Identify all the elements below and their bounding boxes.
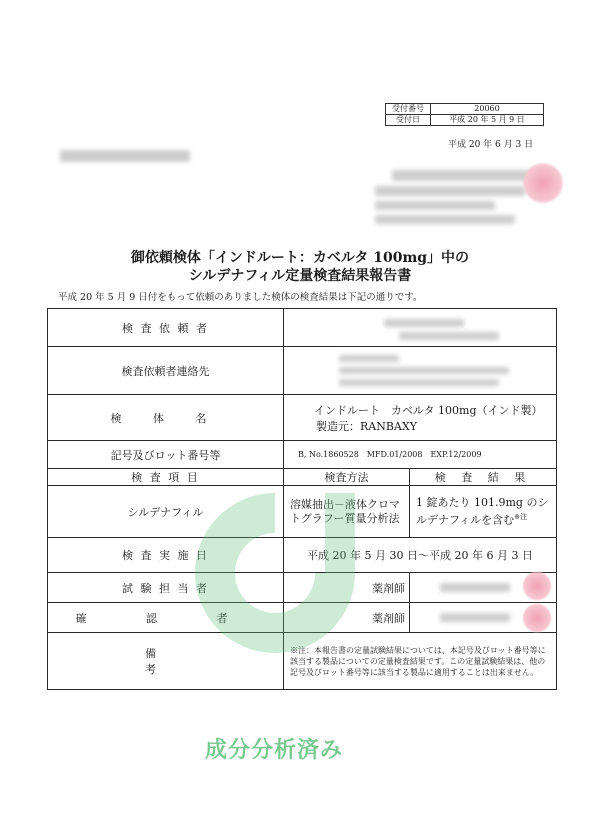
- table-row: [48, 538, 557, 573]
- date-label: 検 査 実 施 日: [48, 538, 284, 573]
- report-title-line1: 御依頼検体「インドルート：カベルタ 100mg」中の: [130, 250, 470, 266]
- redacted-addressee: [60, 150, 190, 162]
- redacted-issuer-3: [375, 201, 495, 210]
- header-method: 検査方法: [284, 469, 410, 486]
- watermark-text: 成分分析済み: [205, 738, 344, 763]
- header-result: 検 査 結 果: [410, 469, 557, 486]
- table-row: [48, 441, 557, 469]
- item-value: シルデナフィル: [48, 486, 284, 538]
- table-row: [48, 486, 557, 538]
- remarks-value: ※注：本報告書の定量試験結果については、本記号及びロット番号等に該当する製品についての定量検査結果です。この定量試験結果は、他の記号及びロット番号等に該当する製品に適用することは出来ません。: [284, 633, 557, 690]
- sample-name: インドルート カベルタ 100mg（インド製）: [314, 403, 543, 417]
- redacted-issuer-4: [375, 215, 515, 224]
- table-row: [48, 309, 557, 347]
- date-value: 平成 20 年 5 月 30 日～平成 20 年 6 月 3 日: [284, 538, 557, 573]
- report-intro: 平成 20 年 5 月 9 日付をもって依頼のありました検体の検査結果は下記の通りです。: [58, 292, 423, 303]
- contact-value: [284, 347, 557, 395]
- report-title-line2: シルデナフィル定量検査結果報告書: [188, 268, 412, 284]
- table-row: [48, 573, 557, 603]
- report-date: 平成 20 年 6 月 3 日: [448, 140, 534, 150]
- company-seal: [522, 162, 564, 204]
- result-value: 1 錠あたり 101.9mg のシルデナフィルを含む: [416, 495, 549, 527]
- requester-label: 検 査 依 頼 者: [48, 309, 284, 347]
- method-value: 溶媒抽出－液体クロマトグラフー質量分析法: [284, 486, 410, 538]
- checker-label: 確 認 者: [48, 603, 284, 633]
- header-item: 検 査 項 目: [48, 469, 284, 486]
- receipt-number-label: 受付番号: [386, 104, 431, 115]
- table-row: [48, 469, 557, 486]
- report-table: [47, 308, 557, 690]
- requester-value: [284, 309, 557, 347]
- result-note-mark: ※注: [514, 512, 527, 521]
- receipt-date-label: 受付日: [386, 115, 431, 126]
- contact-label: 検査依頼者連絡先: [48, 347, 284, 395]
- table-row: [48, 347, 557, 395]
- checker-value: 薬剤師: [284, 603, 410, 633]
- checker-signature: [410, 603, 557, 633]
- remarks-label: 備 考: [48, 633, 284, 690]
- receipt-box: [385, 103, 544, 126]
- table-row: [48, 603, 557, 633]
- tester-label: 試 験 担 当 者: [48, 573, 284, 603]
- receipt-number-value: 20060: [431, 104, 544, 115]
- receipt-date-value: 平成 20 年 5 月 9 日: [431, 115, 544, 126]
- lot-label: 記号及びロット番号等: [48, 441, 284, 469]
- tester-signature: [410, 573, 557, 603]
- redacted-issuer-1: [392, 170, 542, 181]
- table-row: [48, 395, 557, 441]
- sample-value: [284, 395, 557, 441]
- table-row: [48, 633, 557, 690]
- sample-label: 検 体 名: [48, 395, 284, 441]
- lot-value: B, No.1860528 MFD.01/2008 EXP.12/2009: [284, 441, 557, 469]
- tester-value: 薬剤師: [284, 573, 410, 603]
- sample-manufacturer: 製造元：RANBAXY: [316, 419, 417, 433]
- result-cell: [410, 486, 557, 538]
- redacted-issuer-2: [375, 186, 525, 196]
